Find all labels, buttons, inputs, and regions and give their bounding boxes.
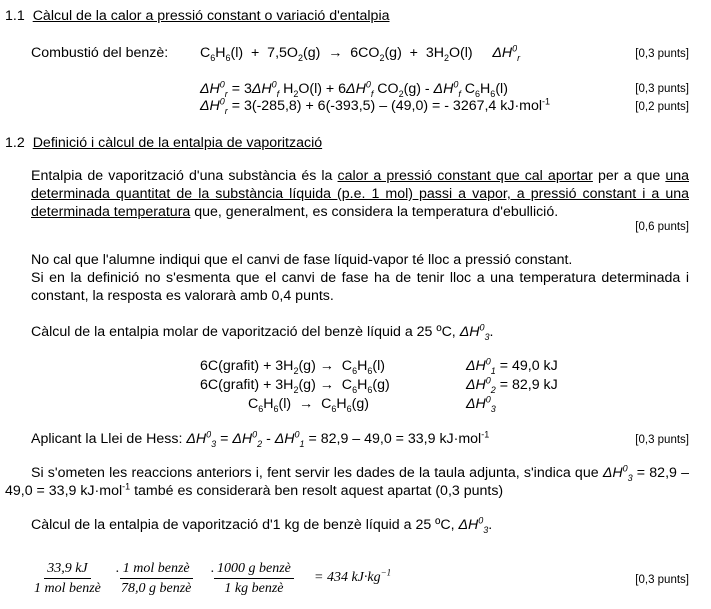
fraction-2 xyxy=(118,559,194,598)
section-1-1-heading xyxy=(5,7,390,25)
points-label: [0,2 punts] xyxy=(635,101,689,113)
note-pressure: No cal que l'alumne indiqui que el canvi de fase líquid-vapor té lloc a pressió constant. xyxy=(31,252,573,268)
fraction-3 xyxy=(214,559,294,598)
fraction-denominator: 1 mol benzè xyxy=(34,581,101,596)
points-label: [0,6 punts] xyxy=(635,221,689,233)
points-label: [0,3 punts] xyxy=(635,574,689,586)
multiply-dot: · xyxy=(210,565,215,580)
kg-calc-heading: Càlcul de la entalpia de vaporització d'1 kg de benzè líquid a 25 ºC, $\Delta H^0_3$. xyxy=(31,515,493,535)
enthalpy-result: $\Delta H^0_r = 3(-285,8) + 6(-393,5) - (49,0)$ = - 3267,4 kJ·mol$^{-1}$ xyxy=(200,96,551,116)
fraction-numerator: 1 mol benzè xyxy=(120,559,193,579)
points-label: [0,3 punts] xyxy=(635,83,689,95)
note-temperature: Si en la definició no s'esmenta que el canvi de fase ha de tenir lloc a una temperatura determinada i constant, la resposta es valorarà amb 0,4 punts. xyxy=(31,270,689,304)
section-number: 1.2 xyxy=(5,135,25,151)
molar-calc-heading: Càlcul de la entalpia molar de vaporització del benzè líquid a 25 ºC, $\Delta H^0_3$. xyxy=(31,322,494,342)
section-title: Càlcul de la calor a pressió constant o variació d'entalpia xyxy=(32,8,390,24)
omitted-reactions-note: Si s'ometen les reaccions anteriors i, fent servir les dades de la taula adjunta, s'indica que $\Delta H^0_3 = 82,9 - 49,0 = 33,9$ kJ·mol$^{-1}$ també es considerarà ben resolt aquest apartat (0,3 punts) xyxy=(5,463,689,499)
section-number: 1.1 xyxy=(5,8,25,24)
reaction-2-enthalpy: $\Delta H^0_2 = 82,9$ kJ xyxy=(466,375,558,395)
points-label: [0,3 punts] xyxy=(635,48,689,60)
multiply-dot: · xyxy=(115,565,120,580)
combustion-equation: $C_6H_6(l) + 7,5O_2(g) \to 6CO_2(g) + 3H_2O(l)$ $\Delta H^0_r$ xyxy=(200,43,521,63)
definition-paragraph: Entalpia de vaporització d'una substància és la calor a pressió constant que cal aportar per a que una determinada quantitat de la substància líquida (p.e. 1 mol) passi a vapor, a pressió constant i a una determinada temperatura que, generalment, es considera la temperatura d'ebullició. xyxy=(31,168,690,220)
section-title: Definició i càlcul de la entalpia de vaporització xyxy=(32,135,323,151)
hess-law-line: Aplicant la Llei de Hess: $\Delta H^0_3 = \Delta H^0_2 - \Delta H^0_1 = 82,9 - 49,0 = 33,9$ kJ·mol$^{-1}$ xyxy=(31,429,490,449)
reaction-1-enthalpy: $\Delta H^0_1 = 49,0$ kJ xyxy=(466,356,558,376)
reaction-3: $C_6H_6(l) \to C_6H_6(g)$ xyxy=(248,396,369,414)
fraction-denominator: 78,0 g benzè xyxy=(121,581,192,596)
fraction-numerator: 33,9 kJ xyxy=(44,559,90,579)
reaction-2: 6C(grafit) + $3H_2(g) \to C_6H_6(g)$ xyxy=(200,377,390,395)
enthalpy-formula: $\Delta H^0_r = 3\Delta H^0_f$ $H_2O(l) + 6\Delta H^0_f$ $CO_2(g) - \Delta H^0_f$ $C_6H_6(l)$ xyxy=(200,79,508,99)
reaction-1: 6C(grafit) + $3H_2(g) \to C_6H_6(l)$ xyxy=(200,358,385,376)
reaction-3-enthalpy: $\Delta H^0_3$ xyxy=(466,394,496,414)
fraction-1 xyxy=(31,559,104,598)
combustion-label: Combustió del benzè: xyxy=(31,45,169,61)
fraction-numerator: 1000 g benzè xyxy=(214,559,294,579)
final-result: = 434 $kJ\cdot kg^{-1}$ xyxy=(314,567,392,585)
section-1-2-heading xyxy=(5,134,322,152)
fraction-denominator: 1 kg benzè xyxy=(224,581,284,596)
points-label: [0,3 punts] xyxy=(635,434,689,446)
